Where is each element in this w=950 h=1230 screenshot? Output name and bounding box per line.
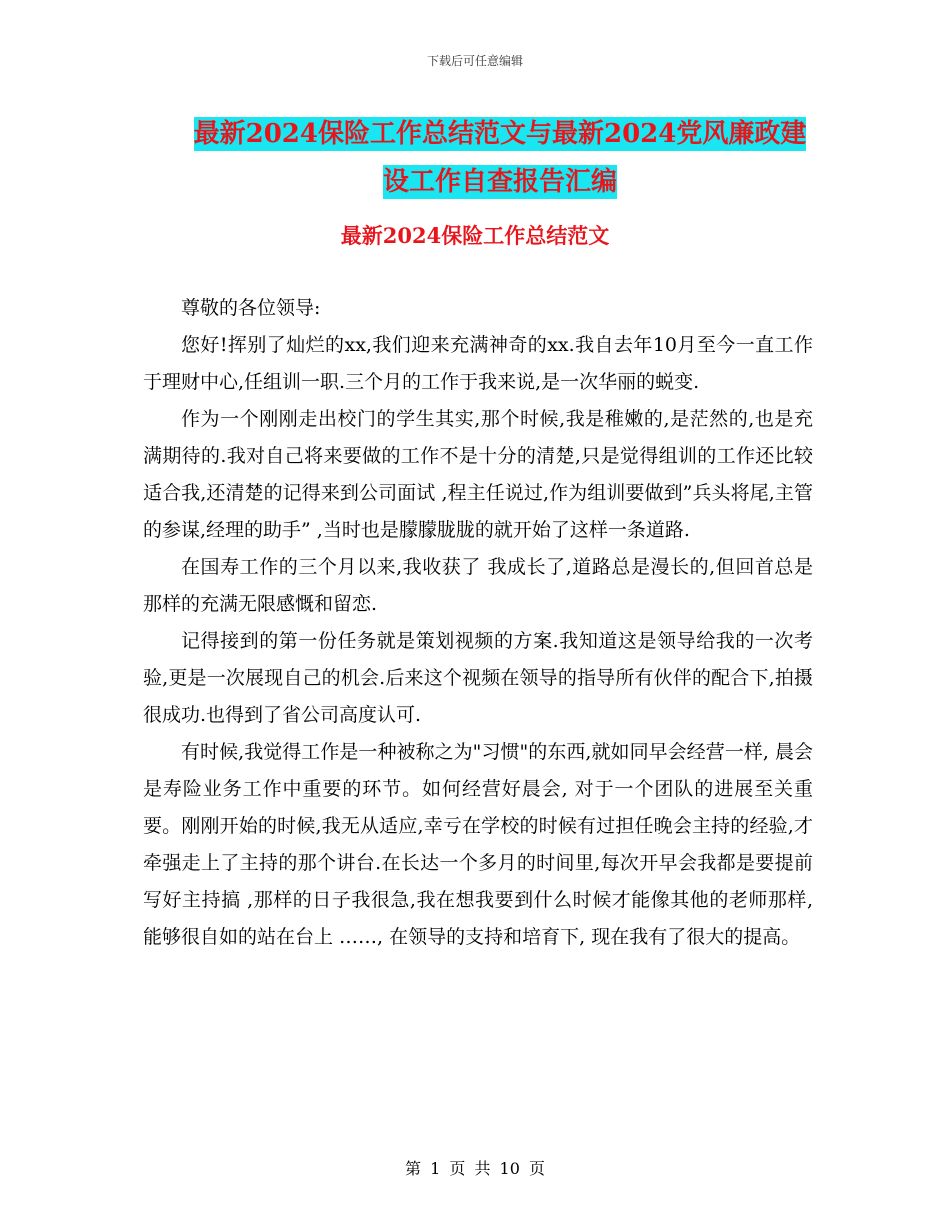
paragraph: 尊敬的各位领导: — [181, 297, 321, 319]
page-number: 第 1 页 共 10 页 — [405, 1159, 545, 1178]
title-line-2: 设工作自查报告汇编 — [382, 167, 617, 197]
title-line-1: 最新2024保险工作总结范文与最新2024党风廉政建 — [193, 119, 807, 149]
header-note: 下载后可任意编辑 — [426, 54, 523, 68]
body-text — [143, 290, 813, 956]
paragraph: 作为一个刚刚走出校门的学生其实,那个时候,我是稚嫩的,是茫然的,也是充满期待的.我对自己将来要做的工作不是十分的清楚,只是觉得组训的工作还比较适合我,还清楚的记得来到公司面试 ,程主任说过,作为组训要做到”兵头将尾,主管的参谋,经理的助手” ,当时也是朦朦胧胧的就开始了这样一条道路. — [143, 408, 813, 541]
paragraph: 有时候,我觉得工作是一种被称之为"习惯"的东西,就如同早会经营一样, 晨会是寿险业务工作中重要的环节。如何经营好晨会, 对于一个团队的进展至关重要。刚刚开始的时候,我无从适应,幸亏在学校的时候有过担任晚会主持的经验,才牵强走上了主持的那个讲台.在长达一个多月的时间里,每次开早会我都是要提前写好主持搞 ,那样的日子我很急,我在想我要到什么时候才能像其他的老师那样,能够很自如的站在台上 ……, 在领导的支持和培育下, 现在我有了很大的提高。 — [143, 741, 813, 948]
paragraph: 记得接到的第一份任务就是策划视频的方案.我知道这是领导给我的一次考验,更是一次展现自己的机会.后来这个视频在领导的指导所有伙伴的配合下,拍摄很成功.也得到了省公司高度认可. — [143, 630, 813, 726]
document-title — [140, 110, 860, 206]
section-title: 最新2024保险工作总结范文 — [340, 223, 610, 248]
paragraph: 在国寿工作的三个月以来,我收获了 我成长了,道路总是漫长的,但回首总是那样的充满无限感慨和留恋. — [143, 556, 813, 615]
paragraph: 您好!挥别了灿烂的xx,我们迎来充满神奇的xx.我自去年10月至今一直工作于理财中心,任组训一职.三个月的工作于我来说,是一次华丽的蜕变. — [143, 334, 813, 393]
